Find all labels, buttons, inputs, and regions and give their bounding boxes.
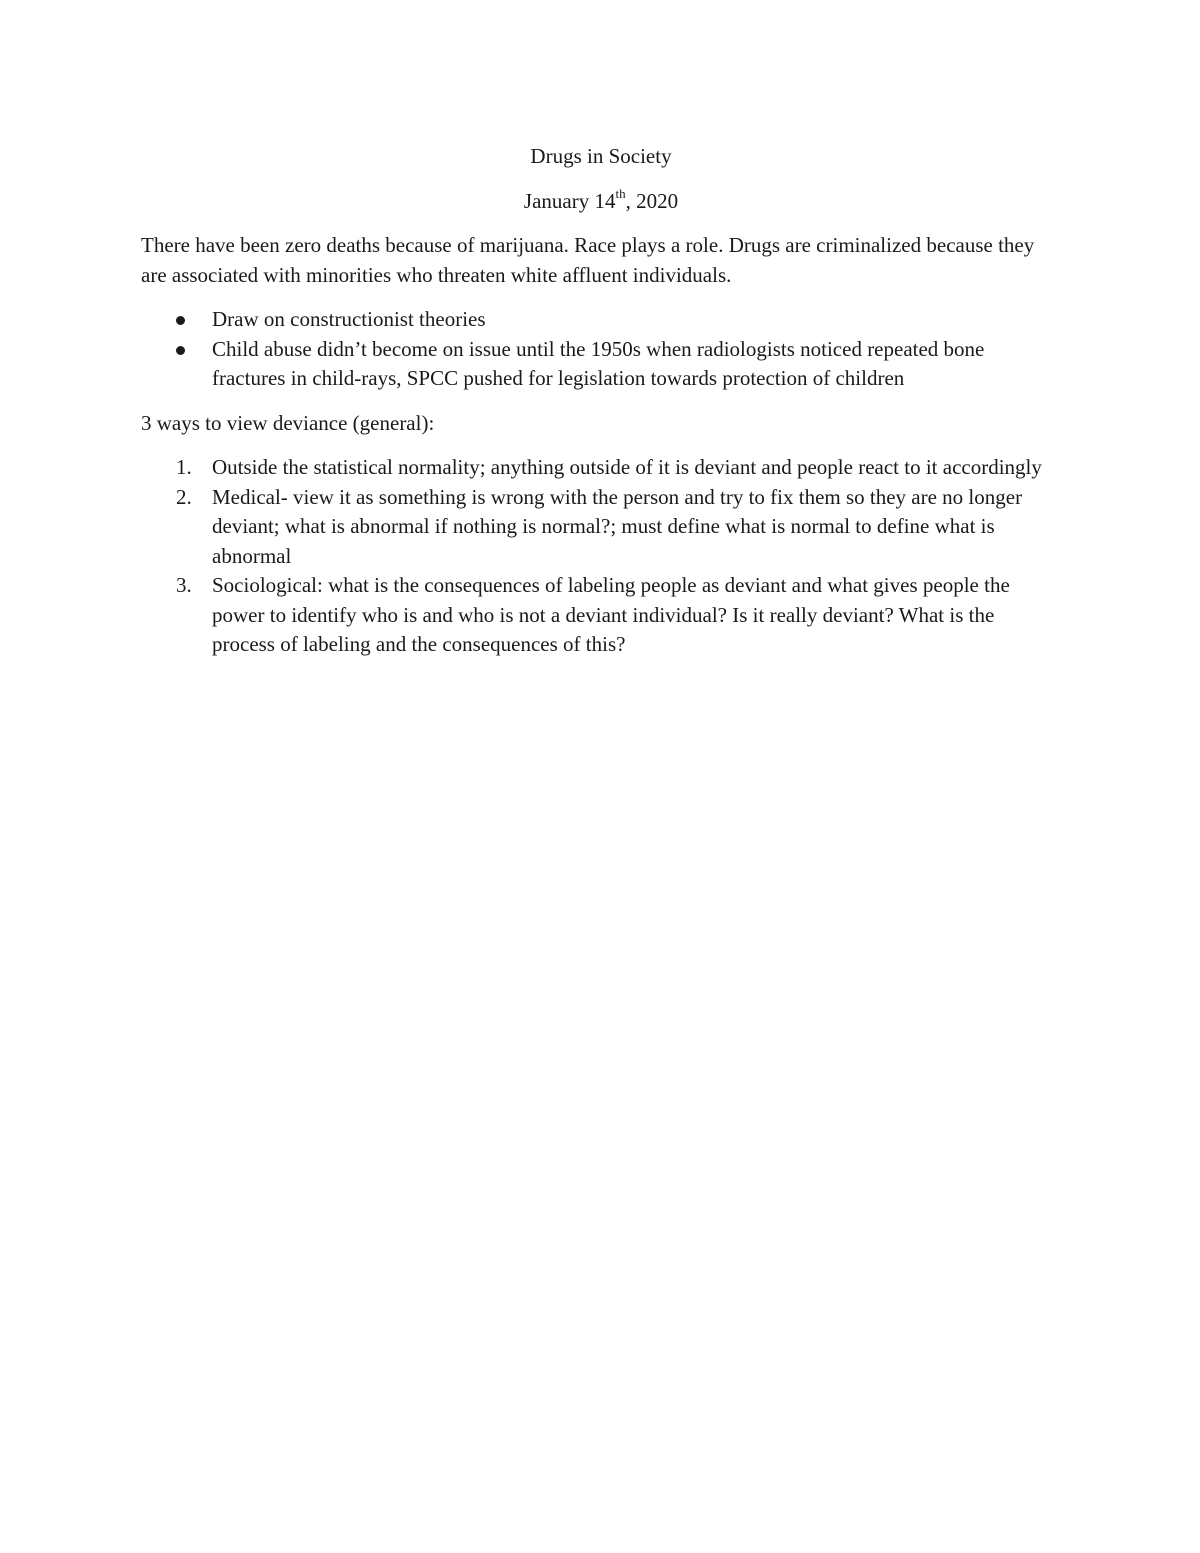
list-item bbox=[141, 571, 1061, 660]
document-date bbox=[141, 187, 1061, 217]
list-item-text: Medical- view it as something is wrong with the person and try to fix them so they are no longer deviant; what is abnormal if nothing is normal?; must define what is normal to define what is abnormal bbox=[212, 484, 1023, 568]
list-item bbox=[141, 305, 1061, 335]
list-item bbox=[141, 483, 1061, 572]
list-item bbox=[141, 453, 1061, 483]
bullet-icon bbox=[176, 346, 185, 355]
list-item-text: Child abuse didn’t become on issue until the 1950s when radiologists noticed repeated bone fractures in child-rays, SPCC pushed for legislation towards protection of children bbox=[212, 336, 985, 390]
intro-paragraph: There have been zero deaths because of marijuana. Race plays a role. Drugs are criminalized because they are associated with minorities who threaten white affluent individuals. bbox=[141, 233, 1035, 287]
list-item bbox=[141, 335, 1061, 394]
date-suffix: , 2020 bbox=[625, 188, 679, 213]
document-body bbox=[141, 142, 1061, 660]
date-prefix: January 14 bbox=[523, 188, 616, 213]
numbered-list bbox=[141, 453, 1061, 660]
list-item-text: Outside the statistical normality; anything outside of it is deviant and people react to it accordingly bbox=[212, 455, 1042, 479]
list-number: 2. bbox=[176, 484, 192, 509]
bullet-list bbox=[141, 305, 1061, 394]
list-item-text: Sociological: what is the consequences of labeling people as deviant and what gives people the power to identify who is and who is not a deviant individual? Is it really deviant? What is the process of labeling and the consequences of this? bbox=[212, 573, 1010, 656]
list-number: 3. bbox=[176, 573, 192, 597]
list-item-text: Draw on constructionist theories bbox=[212, 307, 486, 331]
deviance-heading: 3 ways to view deviance (general): bbox=[141, 410, 435, 435]
date-superscript: th bbox=[615, 185, 626, 201]
list-number: 1. bbox=[176, 455, 192, 479]
bullet-icon bbox=[176, 316, 185, 325]
document-title: Drugs in Society bbox=[530, 144, 672, 168]
